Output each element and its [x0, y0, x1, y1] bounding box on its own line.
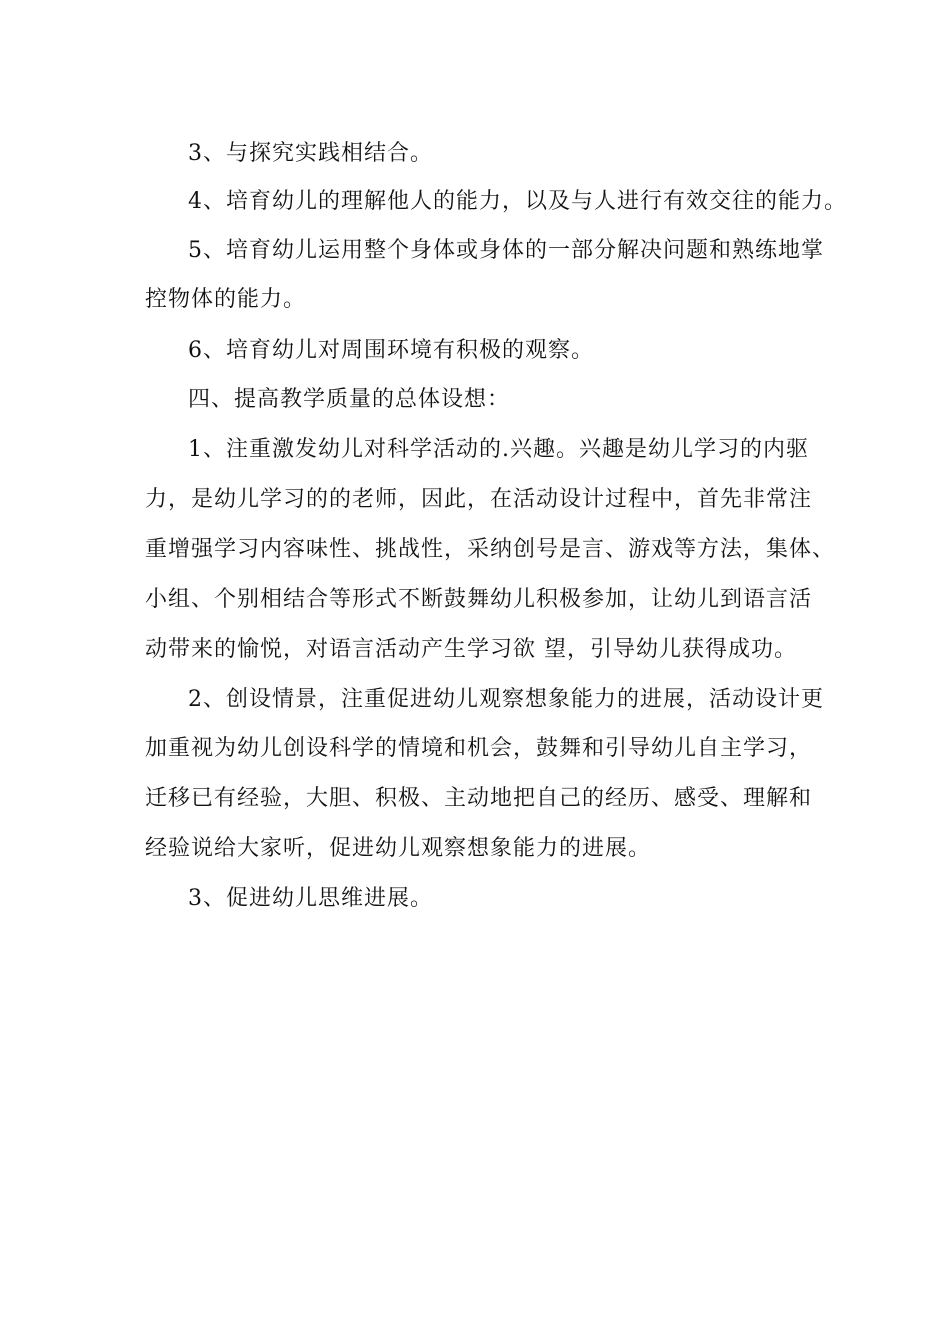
text-line: 2、创设情景，注重促进幼儿观察想象能力的进展，活动设计更	[188, 687, 824, 712]
text-line: 经验说给大家听，促进幼儿观察想象能力的进展。	[145, 836, 652, 861]
text-line: 动带来的愉悦，对语言活动产生学习欲 望，引导幼儿获得成功。	[145, 637, 797, 662]
text-line: 迁移已有经验，大胆、积极、主动地把自己的经历、感受、理解和	[145, 786, 813, 811]
text-line: 小组、个别相结合等形式不断鼓舞幼儿积极参加，让幼儿到语言活	[145, 587, 813, 612]
text-line: 控物体的能力。	[145, 287, 307, 312]
text-line: 重增强学习内容味性、挑战性，采纳创号是言、游戏等方法，集体、	[145, 537, 836, 562]
text-line: 3、与探究实践相结合。	[188, 141, 433, 166]
text-line: 力，是幼儿学习的的老师，因此，在活动设计过程中，首先非常注	[145, 487, 813, 512]
text-line: 6、培育幼儿对周围环境有积极的观察。	[188, 338, 594, 363]
section-heading: 四、提高教学质量的总体设想：	[188, 387, 511, 412]
text-line: 加重视为幼儿创设科学的情境和机会，鼓舞和引导幼儿自主学习，	[145, 736, 813, 761]
text-line: 5、培育幼儿运用整个身体或身体的一部分解决问题和熟练地掌	[188, 238, 824, 263]
text-line: 4、培育幼儿的理解他人的能力，以及与人进行有效交往的能力。	[188, 189, 847, 214]
text-line: 3、促进幼儿思维进展。	[188, 886, 433, 911]
text-line: 1、注重激发幼儿对科学活动的.兴趣。兴趣是幼儿学习的内驱	[188, 437, 809, 462]
